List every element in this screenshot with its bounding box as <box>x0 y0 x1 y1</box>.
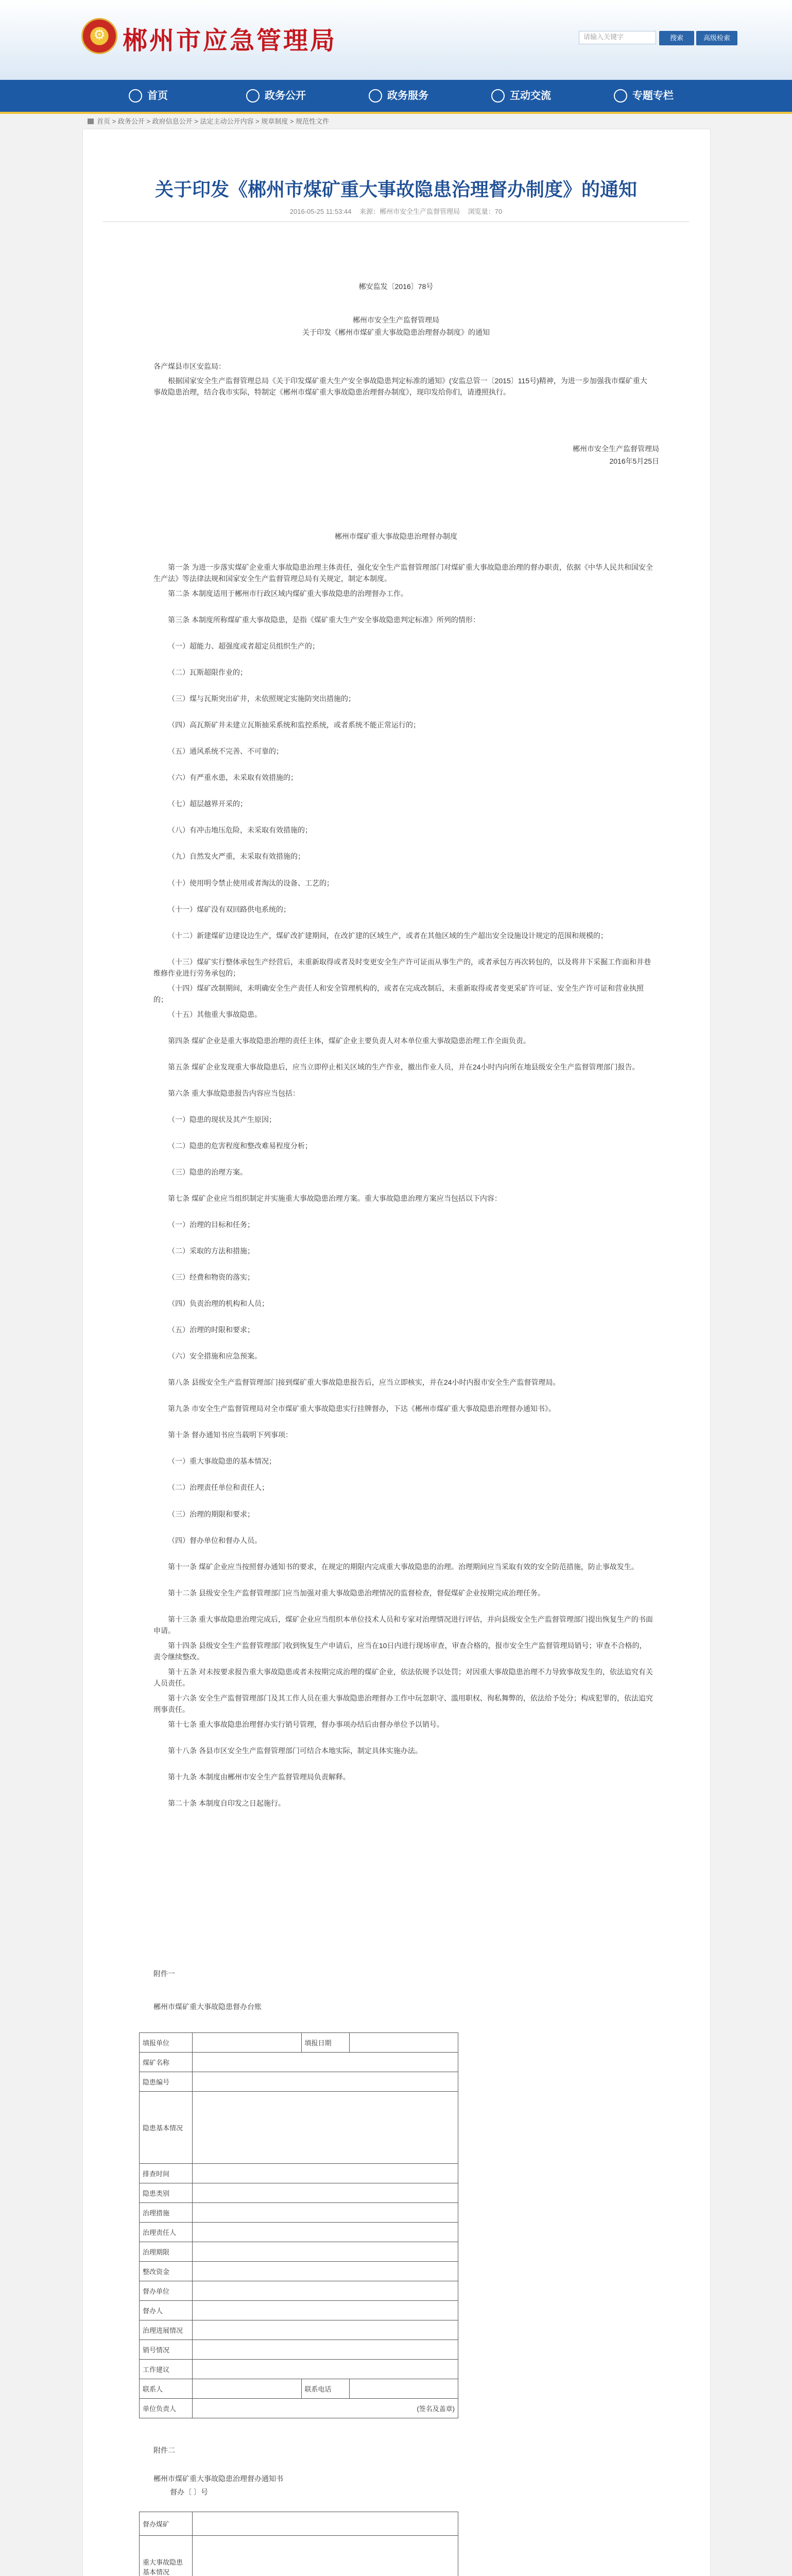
table-row <box>140 2223 458 2242</box>
row-label: 煤矿名称 <box>140 2053 193 2072</box>
rule-paragraph: （六）有严重水患，未采取有效措施的； <box>168 773 298 782</box>
nav-item-services[interactable]: 政务服务 <box>369 80 428 112</box>
row-label: 填报单位 <box>140 2033 193 2053</box>
doc-number: 郴安监发〔2016〕78号 <box>358 282 434 291</box>
table-row <box>140 2512 458 2536</box>
home-icon <box>88 118 94 124</box>
row-value: (签名及盖章) <box>193 2399 458 2418</box>
home-icon <box>129 89 142 103</box>
rule-paragraph: （十一）煤矿没有双回路供电系统的； <box>168 905 290 913</box>
row-label: 治理期限 <box>140 2242 193 2262</box>
advanced-search-button[interactable]: 高级检索 <box>696 31 737 45</box>
row-value <box>193 2262 458 2281</box>
rule-paragraph: （七）超层越界开采的； <box>168 800 247 808</box>
row-label: 治理责任人 <box>140 2223 193 2242</box>
row-label: 督办煤矿 <box>140 2512 193 2536</box>
view-count: 浏览量：70 <box>468 208 503 215</box>
rule-paragraph: （五）通风系统不完善、不可靠的； <box>168 747 283 755</box>
attachment-label: 附件一 <box>153 1970 175 1978</box>
row-value <box>193 2360 458 2379</box>
rule-paragraph: （十五）其他重大事故隐患。 <box>168 1010 262 1019</box>
site-title: 郴州市应急管理局 <box>123 26 337 55</box>
row-value <box>193 2320 458 2340</box>
notice-title: 关于印发《郴州市煤矿重大事故隐患治理督办制度》的通知 <box>302 328 490 336</box>
table-row <box>140 2301 458 2320</box>
rule-paragraph: （二）采取的方法和措施； <box>168 1247 254 1255</box>
table-row <box>140 2072 458 2092</box>
article-source: 来源：郴州市安全生产监督管理局 <box>359 208 460 215</box>
rule-paragraph: （五）治理的时限和要求； <box>168 1326 254 1334</box>
rule-paragraph: （二）瓦斯超限作业的； <box>168 668 247 676</box>
rule-paragraph: （二）治理责任单位和责任人； <box>168 1483 269 1492</box>
table-row <box>140 2379 458 2399</box>
row-value <box>193 2281 458 2301</box>
row-value <box>193 2536 458 2576</box>
row-value <box>193 2203 458 2223</box>
rule-paragraph: 第六条 重大事故隐患报告内容应当包括： <box>168 1089 300 1097</box>
doc-icon <box>246 89 260 103</box>
rule-paragraph: 第十条 督办通知书应当载明下列事项： <box>168 1431 292 1439</box>
rule-paragraph: （一）治理的目标和任务； <box>168 1221 254 1229</box>
row-label: 隐患编号 <box>140 2072 193 2092</box>
attachment-title: 郴州市煤矿重大事故隐患督办台账 <box>153 2003 262 2011</box>
row-label: 重大事故隐患基本情况 <box>140 2536 193 2576</box>
rule-paragraph: 第十九条 本制度由郴州市安全生产监督管理局负责解释。 <box>168 1773 350 1781</box>
table-row <box>140 2183 458 2203</box>
nav-item-home[interactable]: 首页 <box>129 80 168 112</box>
rules-title: 郴州市煤矿重大事故隐患治理督办制度 <box>335 532 457 540</box>
rule-paragraph: （六）安全措施和应急预案。 <box>168 1352 262 1360</box>
main-nav <box>0 80 792 114</box>
service-icon <box>369 89 382 103</box>
rule-paragraph: 第三条 本制度所称煤矿重大事故隐患，是指《煤矿重大生产安全事故隐患判定标准》所列的情形： <box>168 616 480 624</box>
search-input[interactable]: 请输入关键字 <box>579 31 656 44</box>
rule-paragraph: （四）高瓦斯矿井未建立瓦斯抽采系统和监控系统，或者系统不能正常运行的； <box>168 721 420 729</box>
row-label: 工作建议 <box>140 2360 193 2379</box>
rule-paragraph: 第一条 为进一步落实煤矿企业重大事故隐患治理主体责任，强化安全生产监督管理部门对煤矿重大事故隐患治理的督办职责，依据《中华人民共和国安全生产法》等法律法规和国家安全生产监督管理总局有关规定，制定本制度。 <box>153 563 653 583</box>
table-row <box>140 2092 458 2164</box>
attachment-title: 郴州市煤矿重大事故隐患治理督办通知书 <box>153 2475 283 2483</box>
row-value <box>349 2033 458 2053</box>
table-row <box>140 2320 458 2340</box>
row-label: 填报日期 <box>301 2033 349 2053</box>
row-label: 整改资金 <box>140 2262 193 2281</box>
nav-item-gov-info[interactable]: 政务公开 <box>246 80 306 112</box>
table-row <box>140 2281 458 2301</box>
row-value <box>193 2092 458 2164</box>
rule-paragraph: （十四）煤矿改制期间，未明确安全生产责任人和安全管理机构的，或者在完成改制后，未重新取得或者变更采矿许可证、安全生产许可证和营业执照的； <box>153 984 644 1004</box>
rule-paragraph: （一）超能力、超强度或者超定员组织生产的； <box>168 642 319 650</box>
row-value <box>349 2379 458 2399</box>
article-title: 关于印发《郴州市煤矿重大事故隐患治理督办制度》的通知 <box>154 179 637 200</box>
notice-number: 督办〔 〕号 <box>170 2488 208 2496</box>
row-value <box>193 2183 458 2203</box>
rule-paragraph: 第十一条 煤矿企业应当按照督办通知书的要求，在规定的期限内完成重大事故隐患的治理。治理期间应当采取有效的安全防范措施，防止事故发生。 <box>168 1563 639 1571</box>
rule-paragraph: （九）自然发火严重，未采取有效措施的； <box>168 852 305 860</box>
row-label: 隐患基本情况 <box>140 2092 193 2164</box>
rule-paragraph: （一）隐患的现状及其产生原因； <box>168 1115 276 1124</box>
table-row <box>140 2360 458 2379</box>
table-row <box>140 2399 458 2418</box>
rule-paragraph: （二）隐患的危害程度和整改难易程度分析； <box>168 1142 312 1150</box>
row-value <box>193 2301 458 2320</box>
rule-paragraph: 第十四条 县级安全生产监督管理部门收到恢复生产申请后，应当在10日内进行现场审查，审查合格的，报市安全生产监督管理局销号；审查不合格的，责令继续整改。 <box>153 1641 647 1661</box>
rule-paragraph: （三）煤与瓦斯突出矿井，未依照规定实施防突出措施的； <box>168 694 355 703</box>
row-label: 隐患类别 <box>140 2183 193 2203</box>
nav-item-topics[interactable]: 专题专栏 <box>614 80 674 112</box>
rule-paragraph: （三）经费和物资的落实； <box>168 1273 254 1281</box>
row-value <box>193 2340 458 2360</box>
article-meta <box>82 206 710 216</box>
attachment1-table <box>139 2032 458 2418</box>
breadcrumb[interactable]: 首页 > 政务公开 > 政府信息公开 > 法定主动公开内容 > 规章制度 > 规范性文件 <box>88 116 329 126</box>
table-row <box>140 2536 458 2576</box>
row-value <box>193 2072 458 2092</box>
rule-paragraph: （四）负责治理的机构和人员； <box>168 1299 269 1308</box>
rule-paragraph: （十三）煤矿实行整体承包生产经营后，未重新取得或者及时变更安全生产许可证而从事生产的，或者承包方再次转包的，以及将井下采掘工作面和井巷维修作业进行劳务承包的； <box>153 958 651 977</box>
table-row <box>140 2262 458 2281</box>
rule-paragraph: 第十八条 各县市区安全生产监督管理部门可结合本地实际，制定具体实施办法。 <box>168 1747 422 1755</box>
rule-paragraph: 第二十条 本制度自印发之日起施行。 <box>168 1799 285 1807</box>
row-label: 单位负责人 <box>140 2399 193 2418</box>
sign-date: 2016年5月25日 <box>609 457 659 465</box>
row-label: 联系电话 <box>301 2379 349 2399</box>
table-row <box>140 2033 458 2053</box>
rule-paragraph: 第七条 煤矿企业应当组织制定并实施重大事故隐患治理方案。重大事故隐患治理方案应当包括以下内容： <box>168 1194 502 1202</box>
row-label: 排查时间 <box>140 2164 193 2183</box>
publish-date: 2016-05-25 11:53:44 <box>289 208 352 215</box>
row-value <box>193 2223 458 2242</box>
row-value <box>193 2033 302 2053</box>
row-value <box>193 2242 458 2262</box>
issuing-org: 郴州市安全生产监督管理局 <box>353 316 439 324</box>
row-value <box>193 2164 458 2183</box>
rule-paragraph: 第二条 本制度适用于郴州市行政区域内煤矿重大事故隐患的治理督办工作。 <box>168 589 408 598</box>
rule-paragraph: （十）使用明令禁止使用或者淘汰的设备、工艺的； <box>168 879 334 887</box>
rule-paragraph: 第十五条 对未按要求报告重大事故隐患或者未按期完成治理的煤矿企业，依法依规予以处罚；对因重大事故隐患治理不力导致事故发生的，依法追究有关人员责任。 <box>153 1668 653 1687</box>
attachment2-table <box>139 2512 458 2576</box>
rule-paragraph: （三）隐患的治理方案。 <box>168 1168 247 1176</box>
row-label: 治理措施 <box>140 2203 193 2223</box>
emblem-icon: ⚙ <box>81 18 117 54</box>
topic-icon <box>614 89 627 103</box>
row-label: 治理进展情况 <box>140 2320 193 2340</box>
row-label: 销号情况 <box>140 2340 193 2360</box>
chat-icon <box>491 89 505 103</box>
salutation: 各产煤县市区安监局： <box>153 362 226 370</box>
rule-paragraph: 第十六条 安全生产监督管理部门及其工作人员在重大事故隐患治理督办工作中玩忽职守、滥用职权、徇私舞弊的，依法给予处分；构成犯罪的，依法追究刑事责任。 <box>153 1694 653 1714</box>
rule-paragraph: 第八条 县级安全生产监督管理部门接到煤矿重大事故隐患报告后，应当立即核实，并在24小时内报市安全生产监督管理局。 <box>168 1378 560 1386</box>
row-label: 督办人 <box>140 2301 193 2320</box>
nav-item-interaction[interactable]: 互动交流 <box>491 80 551 112</box>
intro-paragraph: 根据国家安全生产监督管理总局《关于印发煤矿重大生产安全事故隐患判定标准的通知》(安监总管一〔2015〕115号)精神，为进一步加强我市煤矿重大事故隐患治理，结合我市实际，特制定《郴州市煤矿重大事故隐患治理督办制度》，现印发给你们，请遵照执行。 <box>153 377 647 396</box>
row-value <box>193 2512 458 2536</box>
rule-paragraph: 第九条 市安全生产监督管理局对全市煤矿重大事故隐患实行挂牌督办，下达《郴州市煤矿重大事故隐患治理督办通知书》。 <box>168 1404 556 1413</box>
rule-paragraph: （八）有冲击地压危险，未采取有效措施的； <box>168 826 312 834</box>
attachment-label: 附件二 <box>153 2446 175 2454</box>
row-label: 督办单位 <box>140 2281 193 2301</box>
table-row <box>140 2053 458 2072</box>
rule-paragraph: 第十二条 县级安全生产监督管理部门应当加强对重大事故隐患治理情况的监督检查，督促煤矿企业按期完成治理任务。 <box>168 1589 545 1597</box>
rule-paragraph: 第四条 煤矿企业是重大事故隐患治理的责任主体，煤矿企业主要负责人对本单位重大事故隐患治理工作全面负责。 <box>168 1037 530 1045</box>
row-value <box>193 2053 458 2072</box>
rule-paragraph: 第十七条 重大事故隐患治理督办实行销号管理，督办事项办结后由督办单位予以销号。 <box>168 1720 444 1728</box>
rule-paragraph: （三）治理的期限和要求； <box>168 1510 254 1518</box>
search-button[interactable]: 搜索 <box>659 31 694 45</box>
rule-paragraph: （十二）新建煤矿边建设边生产，煤矿改扩建期间，在改扩建的区域生产，或者在其他区域的生产超出安全设施设计规定的范围和规模的； <box>168 931 608 940</box>
rule-paragraph: 第十三条 重大事故隐患治理完成后，煤矿企业应当组织本单位技术人员和专家对治理情况进行评估，并向县级安全生产监督管理部门提出恢复生产的书面申请。 <box>153 1615 653 1635</box>
site-header <box>0 0 792 80</box>
table-row <box>140 2340 458 2360</box>
row-label: 联系人 <box>140 2379 193 2399</box>
sign-org: 郴州市安全生产监督管理局 <box>573 445 659 453</box>
table-row <box>140 2242 458 2262</box>
rule-paragraph: 第五条 煤矿企业发现重大事故隐患后，应当立即停止相关区域的生产作业，撤出作业人员，并在24小时内向所在地县级安全生产监督管理部门报告。 <box>168 1063 640 1071</box>
rule-paragraph: （四）督办单位和督办人员。 <box>168 1536 262 1545</box>
row-value <box>193 2379 302 2399</box>
table-row <box>140 2203 458 2223</box>
rule-paragraph: （一）重大事故隐患的基本情况； <box>168 1457 276 1465</box>
table-row <box>140 2164 458 2183</box>
